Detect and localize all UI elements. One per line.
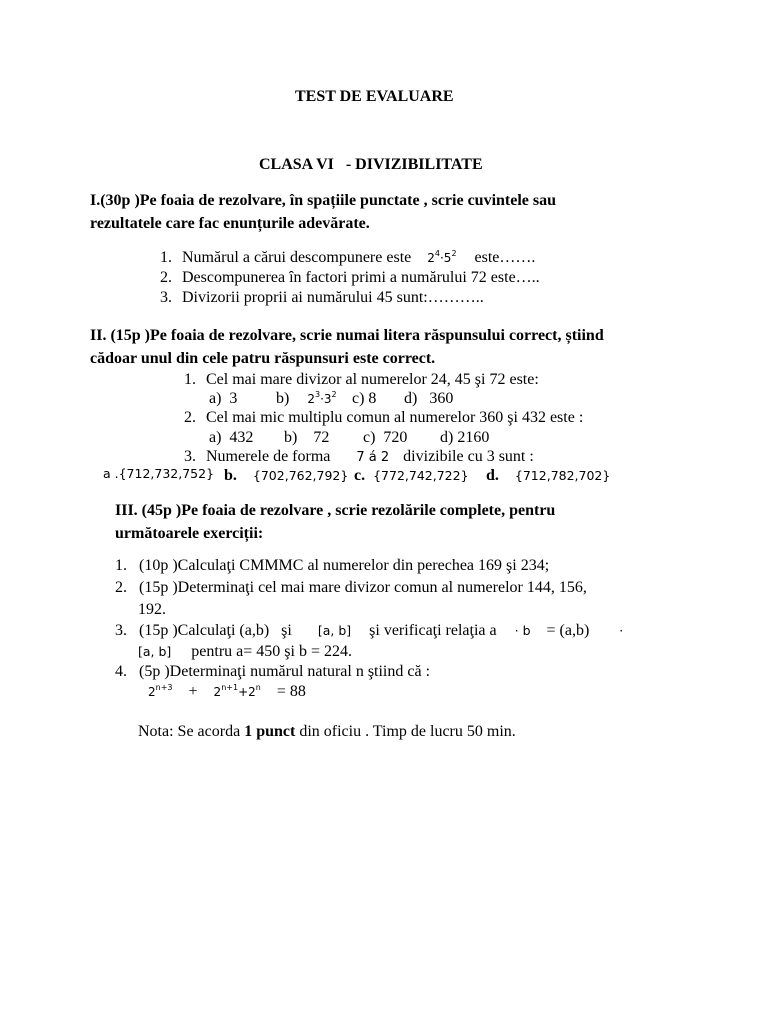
power-expression: $2^3\cdot 3^2$ bbox=[307, 390, 337, 406]
answer-option-b: b) $2^3\cdot 3^2$ bbox=[276, 390, 337, 407]
section1-heading-line1: I.(30p )Pe foaia de rezolvare, în spațiile punctate , scrie cuvintele sau bbox=[90, 192, 557, 209]
section3-heading-line1: III. (45p )Pe foaia de rezolvare , scrie rezolările complete, pentru bbox=[115, 502, 556, 519]
product-expression: · b bbox=[514, 623, 531, 638]
question-number: 3. bbox=[184, 448, 196, 465]
exercise-text-continuation: [a, b] pentru a= 450 şi b = 224. bbox=[138, 643, 352, 660]
answer-option-d: d) 2160 bbox=[440, 429, 490, 446]
exercise-item bbox=[115, 664, 430, 680]
exercise-text: (15p )Determinaţi cel mai mare divizor comun al numerelor 144, 156, bbox=[139, 579, 587, 596]
exercise-number: 4. bbox=[115, 663, 127, 680]
lcm-bracket: [a, b] bbox=[138, 644, 172, 659]
exercise-item bbox=[115, 558, 549, 574]
question-text bbox=[184, 372, 539, 388]
exercise-text: = (a,b) bbox=[546, 622, 590, 639]
item-text: Numărul a cărui descompunere este bbox=[182, 249, 412, 266]
item-text: Descompunerea în factori primi a numărului 72 este….. bbox=[182, 269, 540, 286]
exercise-number: 2. bbox=[115, 579, 127, 596]
question-label: Numerele de forma bbox=[206, 448, 331, 465]
answer-option-a: a) 432 bbox=[209, 429, 254, 446]
page-title: TEST DE EVALUARE bbox=[295, 88, 454, 105]
exercise-item bbox=[115, 623, 623, 639]
section1-item bbox=[160, 270, 540, 286]
question-text bbox=[184, 449, 534, 465]
item-tail: este……. bbox=[474, 249, 536, 266]
answer-option-c: c) 8 bbox=[352, 390, 377, 407]
number-form-expression: 7 á 2 bbox=[356, 450, 390, 465]
answer-option-c: c. {772,742,722} bbox=[354, 467, 469, 484]
footer-note: Nota: Se acorda 1 punct din oficiu . Timp de lucru 50 min. bbox=[138, 723, 516, 740]
question-number: 2. bbox=[184, 409, 196, 426]
answer-option-a: a) 3 bbox=[209, 390, 238, 407]
exercise-text: şi verificaţi relaţia a bbox=[369, 622, 497, 639]
answer-option-d: d. {712,782,702} bbox=[486, 467, 611, 484]
section1-heading-line2: rezultatele care fac enunțurile adevărate. bbox=[90, 215, 370, 232]
page-subtitle: CLASA VI - DIVIZIBILITATE bbox=[259, 156, 483, 173]
item-number: 2. bbox=[160, 269, 172, 286]
exercise-text: (15p )Calculaţi (a,b) şi bbox=[139, 622, 292, 639]
equation: $2^{n+3} + 2^{n+1}+2^n = 88$ bbox=[148, 683, 306, 700]
answer-option-a: a .{712,732,752} bbox=[103, 466, 215, 481]
exercise-text: (10p )Calculaţi CMMMC al numerelor din perechea 169 şi 234; bbox=[139, 557, 550, 574]
question-text bbox=[184, 410, 583, 426]
item-number: 3. bbox=[160, 289, 172, 306]
section1-item bbox=[160, 290, 484, 306]
exercise-number: 1. bbox=[115, 557, 127, 574]
question-label-tail: divizibile cu 3 sunt : bbox=[403, 448, 534, 465]
exercise-text-continuation: 192. bbox=[138, 601, 166, 618]
question-label: Cel mai mare divizor al numerelor 24, 45 şi 72 este: bbox=[206, 371, 539, 388]
answer-option-b: b. {702,762,792} bbox=[224, 467, 349, 484]
answer-option-d: d) 360 bbox=[404, 390, 454, 407]
exercise-text: (5p )Determinaţi numărul natural n ştiind că : bbox=[139, 663, 431, 680]
answer-option-b: b) 72 bbox=[284, 429, 330, 446]
question-label: Cel mai mic multiplu comun al numerelor 360 şi 432 este : bbox=[206, 409, 584, 426]
power-expression: $2^4\cdot 5^2$ bbox=[427, 249, 457, 265]
section1-item bbox=[160, 250, 535, 266]
section3-heading-line2: următoarele exerciții: bbox=[115, 525, 264, 542]
item-number: 1. bbox=[160, 249, 172, 266]
section2-heading-line2: cădoar unul din cele patru răspunsuri este correct. bbox=[90, 350, 436, 367]
answer-option-c: c) 720 bbox=[363, 429, 408, 446]
exercise-number: 3. bbox=[115, 622, 127, 639]
item-text: Divizorii proprii ai numărului 45 sunt:……….. bbox=[182, 289, 484, 306]
multiply-dot: · bbox=[619, 623, 624, 638]
lcm-bracket: [a, b] bbox=[317, 623, 352, 638]
question-number: 1. bbox=[184, 371, 196, 388]
section2-heading-line1: II. (15p )Pe foaia de rezolvare, scrie numai litera răspunsului correct, știind bbox=[90, 327, 604, 344]
exercise-item bbox=[115, 580, 587, 596]
